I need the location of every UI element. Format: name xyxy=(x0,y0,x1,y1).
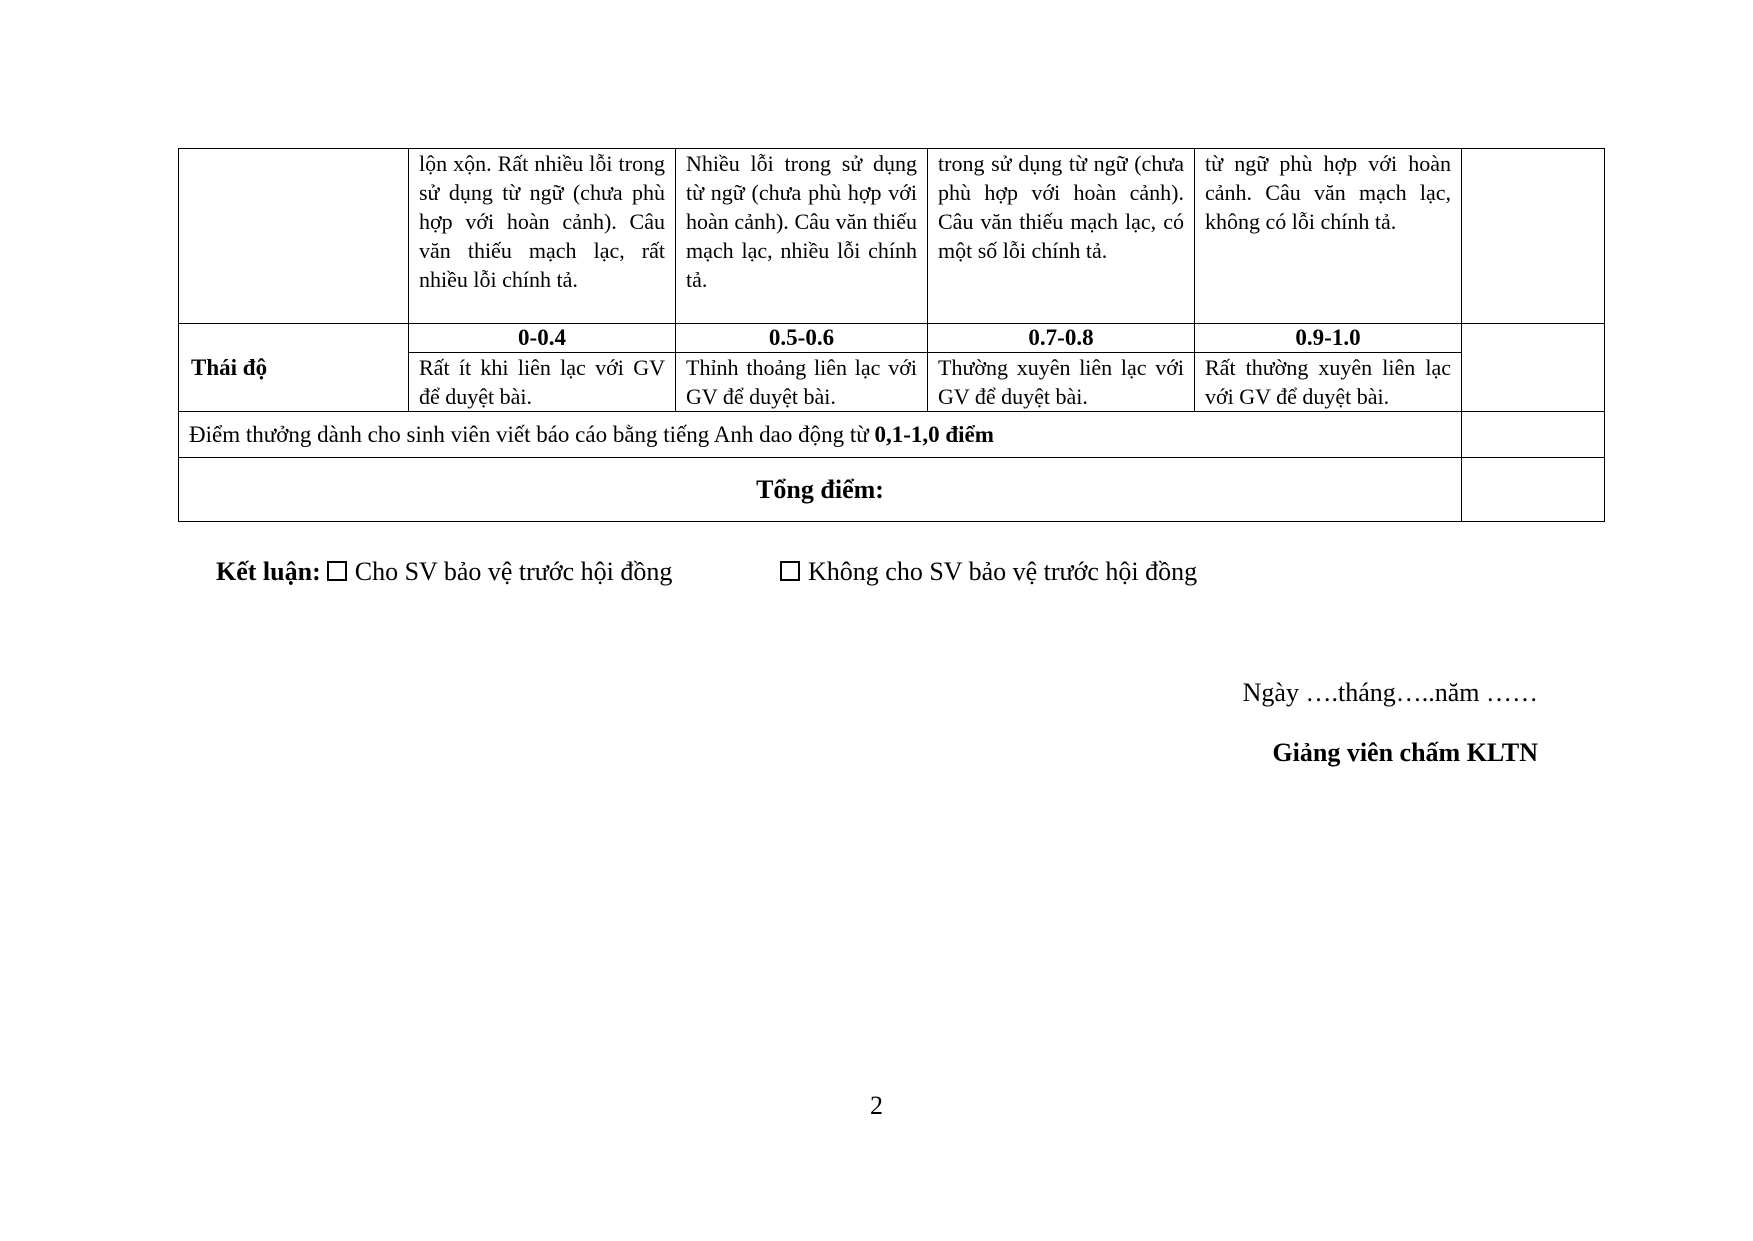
deny-defense-label: Không cho SV bảo vệ trước hội đồng xyxy=(808,557,1198,586)
criterion-attitude: Thái độ xyxy=(179,324,409,412)
writing-level-1-description: lộn xộn. Rất nhiều lỗi trong sử dụng từ ngữ (chưa phù hợp với hoàn cảnh). Câu văn thiếu mạch lạc, rất nhiều lỗi chính tả. xyxy=(409,149,676,324)
attitude-level-4-description: Rất thường xuyên liên lạc với GV để duyệt bài. xyxy=(1195,353,1462,412)
bonus-score-cell[interactable] xyxy=(1462,412,1605,458)
bonus-description xyxy=(179,412,1462,458)
attitude-level-3: 0.7-0.8 xyxy=(928,324,1195,353)
writing-level-3-description: trong sử dụng từ ngữ (chưa phù hợp với hoàn cảnh). Câu văn thiếu mạch lạc, có một số lỗi chính tả. xyxy=(928,149,1195,324)
attitude-level-4: 0.9-1.0 xyxy=(1195,324,1462,353)
attitude-level-1-description: Rất ít khi liên lạc với GV để duyệt bài. xyxy=(409,353,676,412)
writing-level-2-description: Nhiều lỗi trong sử dụng từ ngữ (chưa phù hợp với hoàn cảnh). Câu văn thiếu mạch lạc, nhiều lỗi chính tả. xyxy=(676,149,928,324)
table-row-writing-continued xyxy=(179,149,1605,324)
signer-title: Giảng viên chấm KLTN xyxy=(1272,738,1538,767)
allow-defense-label: Cho SV bảo vệ trước hội đồng xyxy=(354,557,673,586)
writing-level-4-description: từ ngữ phù hợp với hoàn cảnh. Câu văn mạch lạc, không có lỗi chính tả. xyxy=(1195,149,1462,324)
bonus-text: Điểm thưởng dành cho sinh viên viết báo cáo bằng tiếng Anh dao động từ xyxy=(189,422,875,447)
attitude-level-2: 0.5-0.6 xyxy=(676,324,928,353)
table-row-total xyxy=(179,458,1605,522)
deny-defense-option xyxy=(780,555,1197,589)
attitude-level-2-description: Thỉnh thoảng liên lạc với GV để duyệt bài. xyxy=(676,353,928,412)
table-row-attitude-levels xyxy=(179,324,1605,353)
bonus-range: 0,1-1,0 điểm xyxy=(874,422,994,447)
conclusion-line xyxy=(216,555,672,589)
table-row-bonus xyxy=(179,412,1605,458)
conclusion-label: Kết luận: xyxy=(216,557,321,586)
total-label: Tổng điểm: xyxy=(179,458,1462,522)
date-line: Ngày ….tháng…..năm …… xyxy=(1242,678,1538,707)
page-number: 2 xyxy=(870,1091,883,1120)
attitude-score-cell[interactable] xyxy=(1462,324,1605,412)
attitude-level-3-description: Thường xuyên liên lạc với GV để duyệt bài. xyxy=(928,353,1195,412)
total-score-cell[interactable] xyxy=(1462,458,1605,522)
attitude-level-1: 0-0.4 xyxy=(409,324,676,353)
allow-defense-checkbox[interactable] xyxy=(327,561,347,581)
criterion-cell-empty xyxy=(179,149,409,324)
writing-score-cell[interactable] xyxy=(1462,149,1605,324)
deny-defense-checkbox[interactable] xyxy=(780,561,800,581)
rubric-table xyxy=(178,148,1605,522)
